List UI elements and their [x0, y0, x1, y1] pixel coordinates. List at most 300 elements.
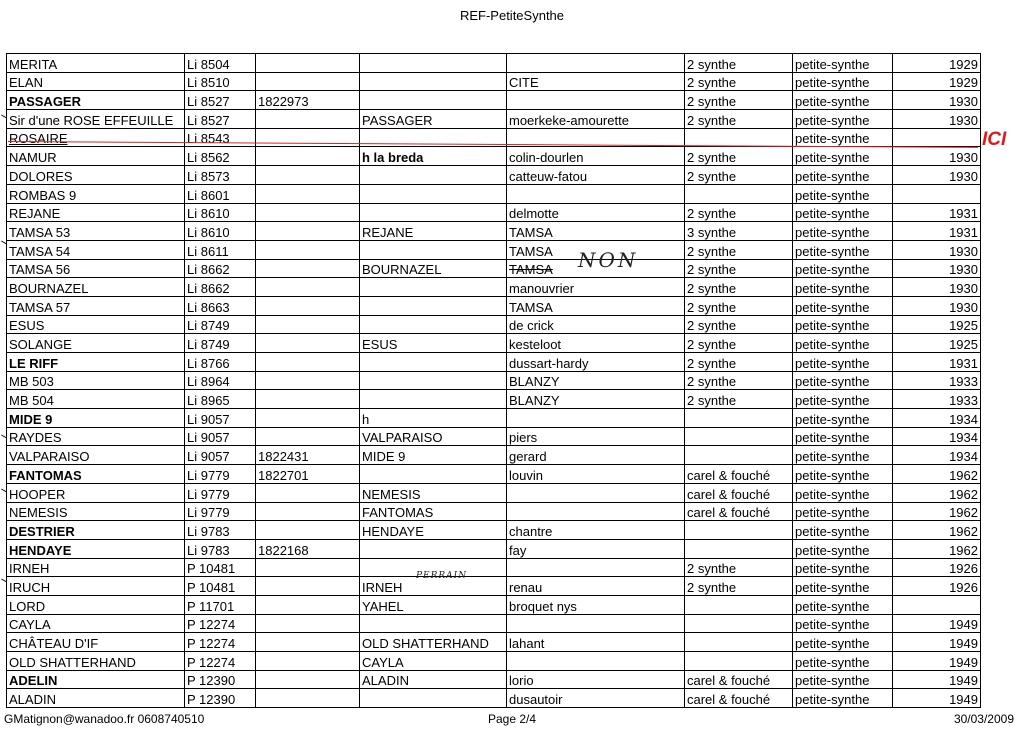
number-cell [256, 222, 360, 241]
type-cell: 2 synthe [685, 577, 793, 596]
type-cell [685, 652, 793, 671]
year-cell [893, 184, 981, 203]
ref-cell: Li 9057 [185, 409, 256, 428]
table-row [7, 390, 981, 409]
ref-cell: Li 8662 [185, 278, 256, 297]
owner-cell [507, 184, 685, 203]
ref-cell: Li 8527 [185, 110, 256, 129]
table-row [7, 278, 981, 297]
place-cell: petite-synthe [793, 334, 893, 353]
parent-cell [360, 72, 507, 91]
ref-cell: P 12390 [185, 689, 256, 708]
place-cell: petite-synthe [793, 72, 893, 91]
year-cell: 1930 [893, 166, 981, 185]
owner-cell [507, 558, 685, 577]
year-cell: 1934 [893, 427, 981, 446]
owner-cell: broquet nys [507, 595, 685, 614]
ref-cell: Li 9779 [185, 465, 256, 484]
table-row [7, 353, 981, 372]
owner-cell: TAMSA [507, 240, 685, 259]
year-cell: 1962 [893, 539, 981, 558]
number-cell [256, 577, 360, 596]
year-cell: 1925 [893, 334, 981, 353]
parent-cell [360, 614, 507, 633]
name-cell: Sir d'une ROSE EFFEUILLE [7, 110, 185, 129]
parent-cell: IRNEH [360, 577, 507, 596]
ref-cell: Li 8749 [185, 334, 256, 353]
place-cell: petite-synthe [793, 465, 893, 484]
ref-cell: P 12274 [185, 652, 256, 671]
name-cell: ESUS [7, 315, 185, 334]
name-cell: ROSAIRE [7, 128, 185, 147]
number-cell [256, 54, 360, 73]
parent-cell: PASSAGER [360, 110, 507, 129]
place-cell: petite-synthe [793, 539, 893, 558]
name-cell: CHÂTEAU D'IF [7, 633, 185, 652]
name-cell: NEMESIS [7, 502, 185, 521]
ref-cell: P 12390 [185, 670, 256, 689]
number-cell [256, 240, 360, 259]
place-cell: petite-synthe [793, 278, 893, 297]
owner-cell [507, 91, 685, 110]
number-cell: 1822973 [256, 91, 360, 110]
number-cell [256, 409, 360, 428]
number-cell: 1822701 [256, 465, 360, 484]
parent-cell: HENDAYE [360, 521, 507, 540]
place-cell: petite-synthe [793, 240, 893, 259]
type-cell: carel & fouché [685, 689, 793, 708]
parent-cell: ALADIN [360, 670, 507, 689]
owner-cell: dussart-hardy [507, 353, 685, 372]
year-cell: 1949 [893, 614, 981, 633]
name-cell: DOLORES [7, 166, 185, 185]
type-cell: 2 synthe [685, 91, 793, 110]
table-row [7, 558, 981, 577]
type-cell: carel & fouché [685, 502, 793, 521]
place-cell: petite-synthe [793, 390, 893, 409]
number-cell [256, 259, 360, 278]
type-cell: 2 synthe [685, 259, 793, 278]
place-cell: petite-synthe [793, 371, 893, 390]
name-cell: MB 503 [7, 371, 185, 390]
year-cell: 1949 [893, 652, 981, 671]
number-cell: 1822431 [256, 446, 360, 465]
parent-cell: h [360, 409, 507, 428]
owner-cell: de crick [507, 315, 685, 334]
ref-cell: Li 9057 [185, 427, 256, 446]
owner-cell: chantre [507, 521, 685, 540]
place-cell: petite-synthe [793, 54, 893, 73]
number-cell [256, 353, 360, 372]
ref-cell: Li 9779 [185, 502, 256, 521]
owner-cell [507, 614, 685, 633]
type-cell [685, 595, 793, 614]
table-row [7, 147, 981, 166]
number-cell [256, 110, 360, 129]
table-row [7, 502, 981, 521]
type-cell: 2 synthe [685, 54, 793, 73]
parent-cell: NEMESIS [360, 483, 507, 502]
number-cell [256, 278, 360, 297]
place-cell: petite-synthe [793, 558, 893, 577]
parent-cell [360, 184, 507, 203]
handwritten-note: PERRAIN [416, 571, 468, 581]
type-cell [685, 128, 793, 147]
number-cell [256, 652, 360, 671]
year-cell: 1933 [893, 371, 981, 390]
place-cell: petite-synthe [793, 166, 893, 185]
owner-cell: lorio [507, 670, 685, 689]
table-row [7, 689, 981, 708]
type-cell: 2 synthe [685, 315, 793, 334]
number-cell [256, 689, 360, 708]
name-cell: ELAN [7, 72, 185, 91]
ref-cell: Li 8749 [185, 315, 256, 334]
table-row [7, 296, 981, 315]
year-cell: 1925 [893, 315, 981, 334]
parent-cell [360, 278, 507, 297]
place-cell: petite-synthe [793, 222, 893, 241]
type-cell: 2 synthe [685, 166, 793, 185]
name-cell: TAMSA 57 [7, 296, 185, 315]
parent-cell [360, 315, 507, 334]
table-row [7, 633, 981, 652]
year-cell: 1930 [893, 240, 981, 259]
year-cell: 1934 [893, 446, 981, 465]
name-cell: IRNEH [7, 558, 185, 577]
type-cell: 3 synthe [685, 222, 793, 241]
place-cell: petite-synthe [793, 483, 893, 502]
ref-cell: Li 8766 [185, 353, 256, 372]
year-cell: 1926 [893, 577, 981, 596]
table-row [7, 315, 981, 334]
parent-cell: BOURNAZEL [360, 259, 507, 278]
ref-cell: Li 8611 [185, 240, 256, 259]
handwritten-note: NON [578, 248, 639, 272]
number-cell [256, 371, 360, 390]
place-cell: petite-synthe [793, 577, 893, 596]
table-body [7, 54, 981, 708]
name-cell: FANTOMAS [7, 465, 185, 484]
type-cell: carel & fouché [685, 483, 793, 502]
number-cell [256, 502, 360, 521]
name-cell: MIDE 9 [7, 409, 185, 428]
table-row [7, 577, 981, 596]
parent-cell: FANTOMAS [360, 502, 507, 521]
year-cell: 1929 [893, 54, 981, 73]
parent-cell [360, 353, 507, 372]
place-cell: petite-synthe [793, 128, 893, 147]
owner-cell: lahant [507, 633, 685, 652]
name-cell: VALPARAISO [7, 446, 185, 465]
parent-cell [360, 390, 507, 409]
parent-cell: h la breda [360, 147, 507, 166]
year-cell: 1949 [893, 689, 981, 708]
type-cell [685, 614, 793, 633]
owner-cell: dusautoir [507, 689, 685, 708]
place-cell: petite-synthe [793, 110, 893, 129]
ref-cell: P 12274 [185, 614, 256, 633]
year-cell: 1930 [893, 259, 981, 278]
table-row [7, 371, 981, 390]
ref-cell: Li 8543 [185, 128, 256, 147]
name-cell: PASSAGER [7, 91, 185, 110]
year-cell [893, 128, 981, 147]
ref-cell: Li 8527 [185, 91, 256, 110]
year-cell: 1930 [893, 110, 981, 129]
data-table [6, 53, 981, 708]
number-cell [256, 670, 360, 689]
type-cell: 2 synthe [685, 72, 793, 91]
parent-cell [360, 465, 507, 484]
type-cell: 2 synthe [685, 203, 793, 222]
year-cell: 1930 [893, 296, 981, 315]
table-row [7, 409, 981, 428]
type-cell [685, 409, 793, 428]
name-cell: HENDAYE [7, 539, 185, 558]
place-cell: petite-synthe [793, 203, 893, 222]
type-cell: carel & fouché [685, 670, 793, 689]
table-row [7, 110, 981, 129]
ref-cell: Li 8601 [185, 184, 256, 203]
table-row [7, 91, 981, 110]
type-cell [685, 446, 793, 465]
parent-cell [360, 296, 507, 315]
owner-cell [507, 409, 685, 428]
owner-cell: manouvrier [507, 278, 685, 297]
name-cell: TAMSA 56 [7, 259, 185, 278]
place-cell: petite-synthe [793, 670, 893, 689]
table-row [7, 427, 981, 446]
owner-cell: catteuw-fatou [507, 166, 685, 185]
ref-cell: Li 8504 [185, 54, 256, 73]
ref-cell: Li 8562 [185, 147, 256, 166]
parent-cell: ESUS [360, 334, 507, 353]
place-cell: petite-synthe [793, 296, 893, 315]
place-cell: petite-synthe [793, 259, 893, 278]
ref-cell: Li 8510 [185, 72, 256, 91]
type-cell: 2 synthe [685, 334, 793, 353]
name-cell: TAMSA 53 [7, 222, 185, 241]
name-cell: REJANE [7, 203, 185, 222]
year-cell: 1930 [893, 91, 981, 110]
owner-cell: gerard [507, 446, 685, 465]
parent-cell [360, 539, 507, 558]
name-cell: IRUCH [7, 577, 185, 596]
number-cell [256, 614, 360, 633]
name-cell: OLD SHATTERHAND [7, 652, 185, 671]
owner-cell: BLANZY [507, 390, 685, 409]
number-cell [256, 128, 360, 147]
footer-date: 30/03/2009 [953, 712, 1014, 726]
ref-cell: Li 8573 [185, 166, 256, 185]
table-row [7, 539, 981, 558]
year-cell: 1931 [893, 222, 981, 241]
parent-cell [360, 91, 507, 110]
ref-cell: Li 9783 [185, 539, 256, 558]
parent-cell: MIDE 9 [360, 446, 507, 465]
year-cell: 1962 [893, 483, 981, 502]
table-row [7, 203, 981, 222]
number-cell [256, 595, 360, 614]
type-cell [685, 539, 793, 558]
number-cell [256, 147, 360, 166]
table-row [7, 652, 981, 671]
place-cell: petite-synthe [793, 521, 893, 540]
table-row [7, 222, 981, 241]
table-row [7, 54, 981, 73]
table-row [7, 614, 981, 633]
place-cell: petite-synthe [793, 147, 893, 166]
type-cell [685, 184, 793, 203]
name-cell: ALADIN [7, 689, 185, 708]
owner-cell [507, 502, 685, 521]
table-row [7, 595, 981, 614]
footer-contact: GMatignon@wanadoo.fr 0608740510 [4, 712, 205, 726]
type-cell [685, 521, 793, 540]
parent-cell: REJANE [360, 222, 507, 241]
type-cell: 2 synthe [685, 110, 793, 129]
number-cell [256, 334, 360, 353]
ref-cell: P 10481 [185, 558, 256, 577]
type-cell: 2 synthe [685, 390, 793, 409]
ref-cell: Li 8610 [185, 203, 256, 222]
ref-cell: Li 8662 [185, 259, 256, 278]
name-cell: SOLANGE [7, 334, 185, 353]
owner-cell [507, 54, 685, 73]
ref-cell: Li 8610 [185, 222, 256, 241]
name-cell: BOURNAZEL [7, 278, 185, 297]
owner-cell: TAMSA [507, 222, 685, 241]
table-row [7, 670, 981, 689]
owner-cell: CITE [507, 72, 685, 91]
year-cell: 1962 [893, 521, 981, 540]
parent-cell [360, 689, 507, 708]
type-cell: 2 synthe [685, 558, 793, 577]
owner-cell: TAMSA [507, 259, 685, 278]
parent-cell [360, 54, 507, 73]
parent-cell: VALPARAISO [360, 427, 507, 446]
place-cell: petite-synthe [793, 184, 893, 203]
table-row [7, 446, 981, 465]
owner-cell: delmotte [507, 203, 685, 222]
ref-cell: P 11701 [185, 595, 256, 614]
table-row [7, 166, 981, 185]
ref-cell: Li 8965 [185, 390, 256, 409]
number-cell [256, 203, 360, 222]
year-cell: 1949 [893, 633, 981, 652]
year-cell: 1930 [893, 278, 981, 297]
number-cell [256, 184, 360, 203]
name-cell: LORD [7, 595, 185, 614]
name-cell: TAMSA 54 [7, 240, 185, 259]
name-cell: ADELIN [7, 670, 185, 689]
table-row [7, 465, 981, 484]
year-cell: 1949 [893, 670, 981, 689]
place-cell: petite-synthe [793, 595, 893, 614]
type-cell: 2 synthe [685, 240, 793, 259]
owner-cell: kesteloot [507, 334, 685, 353]
year-cell: 1934 [893, 409, 981, 428]
name-cell: RAYDES [7, 427, 185, 446]
number-cell [256, 166, 360, 185]
number-cell [256, 521, 360, 540]
table-row [7, 521, 981, 540]
place-cell: petite-synthe [793, 689, 893, 708]
place-cell: petite-synthe [793, 353, 893, 372]
ref-cell: P 12274 [185, 633, 256, 652]
ref-cell: Li 9057 [185, 446, 256, 465]
name-cell: ROMBAS 9 [7, 184, 185, 203]
place-cell: petite-synthe [793, 315, 893, 334]
table-row [7, 483, 981, 502]
parent-cell [360, 203, 507, 222]
name-cell: NAMUR [7, 147, 185, 166]
owner-cell: fay [507, 539, 685, 558]
owner-cell [507, 652, 685, 671]
owner-cell: moerkeke-amourette [507, 110, 685, 129]
table-row [7, 334, 981, 353]
owner-cell: BLANZY [507, 371, 685, 390]
owner-cell [507, 483, 685, 502]
table-row [7, 184, 981, 203]
parent-cell [360, 166, 507, 185]
name-cell: LE RIFF [7, 353, 185, 372]
number-cell [256, 315, 360, 334]
type-cell [685, 633, 793, 652]
year-cell: 1933 [893, 390, 981, 409]
number-cell [256, 633, 360, 652]
page-title: REF-PetiteSynthe [459, 8, 565, 23]
ref-cell: Li 8663 [185, 296, 256, 315]
type-cell: 2 synthe [685, 371, 793, 390]
number-cell [256, 483, 360, 502]
year-cell: 1929 [893, 72, 981, 91]
red-annotation-label: ICI [982, 129, 1007, 150]
type-cell: 2 synthe [685, 296, 793, 315]
place-cell: petite-synthe [793, 652, 893, 671]
ref-cell: Li 9783 [185, 521, 256, 540]
place-cell: petite-synthe [793, 614, 893, 633]
footer-page-number: Page 2/4 [487, 712, 537, 726]
place-cell: petite-synthe [793, 633, 893, 652]
owner-cell: TAMSA [507, 296, 685, 315]
table-row [7, 259, 981, 278]
ref-cell: Li 8964 [185, 371, 256, 390]
year-cell: 1962 [893, 465, 981, 484]
name-cell: DESTRIER [7, 521, 185, 540]
owner-cell: piers [507, 427, 685, 446]
type-cell: 2 synthe [685, 147, 793, 166]
place-cell: petite-synthe [793, 446, 893, 465]
owner-cell: colin-dourlen [507, 147, 685, 166]
parent-cell: OLD SHATTERHAND [360, 633, 507, 652]
type-cell [685, 427, 793, 446]
table-row [7, 240, 981, 259]
number-cell [256, 427, 360, 446]
type-cell: 2 synthe [685, 278, 793, 297]
number-cell [256, 296, 360, 315]
year-cell: 1931 [893, 353, 981, 372]
name-cell: CAYLA [7, 614, 185, 633]
place-cell: petite-synthe [793, 502, 893, 521]
year-cell [893, 595, 981, 614]
name-cell: MERITA [7, 54, 185, 73]
owner-cell: louvin [507, 465, 685, 484]
year-cell: 1926 [893, 558, 981, 577]
type-cell: 2 synthe [685, 353, 793, 372]
year-cell: 1962 [893, 502, 981, 521]
